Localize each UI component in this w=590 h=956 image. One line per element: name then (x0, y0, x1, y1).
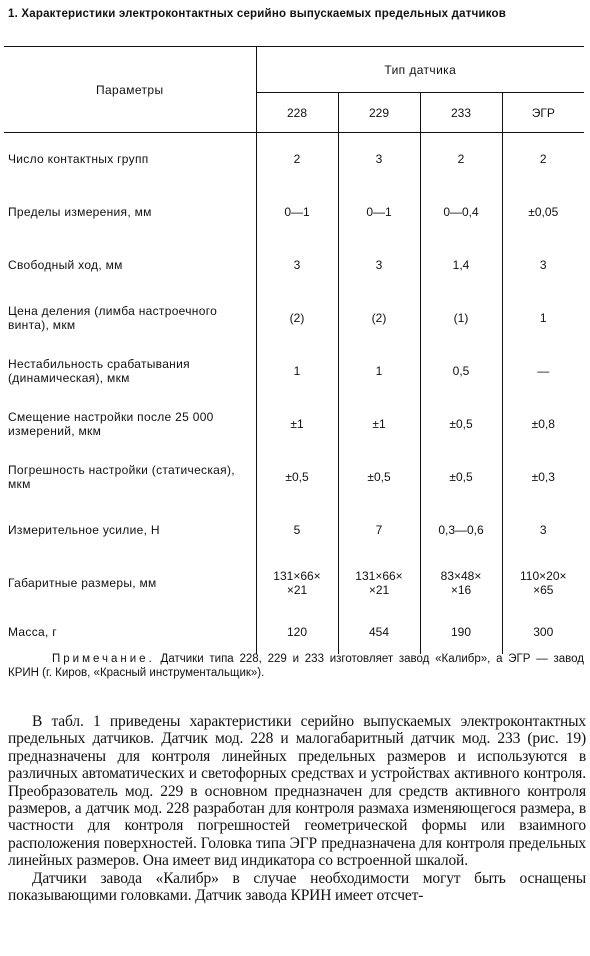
value-cell: 2 (256, 133, 338, 186)
value-cell: 3 (338, 133, 420, 186)
table-caption: 1. Характеристики электроконтактных серийно выпускаемых предельных датчиков (8, 8, 507, 20)
value-cell: ±0,5 (338, 451, 420, 504)
param-cell: Погрешность настройки (статическая), мкм (8, 463, 235, 491)
value-cell: 3 (256, 239, 338, 292)
value-cell: ±0,05 (502, 186, 584, 239)
value-cell: 2 (420, 133, 502, 186)
value-cell: 2 (502, 133, 584, 186)
value-cell: 1 (256, 345, 338, 398)
value-cell: 7 (338, 504, 420, 557)
table-note (8, 652, 584, 680)
paragraph: В табл. 1 приведены характеристики серийно выпускаемых электроконтактных предельных датчиков. Датчик мод. 228 и малогабаритный датчик мод. 233 (рис. 19) предназначены для контроля линейных предельных размеров и используются в различных автоматических и светофорных средствах и устройствах активного контроля. Преобразователь мод. 229 в основном предназначен для средств активного контроля размеров, а датчик мод. 228 разработан для контроля размаха изменяющегося размера, в частности для контроля погрешностей геометрической формы или взаимного расположения поверхностей. Головка типа ЭГР предназначена для контроля предельных линейных размеров. Она имеет вид индикатора со встроенной шкалой. (8, 713, 586, 870)
param-cell: Цена деления (лимба настроечного винта), мкм (8, 304, 218, 332)
value-cell: ±0,5 (420, 398, 502, 451)
value-cell: ±0,8 (502, 398, 584, 451)
paragraph: Датчики завода «Калибр» в случае необходимости могут быть оснащены показывающими головками. Датчик завода КРИН имеет отсчет- (8, 869, 586, 905)
param-cell: Свободный ход, мм (8, 258, 123, 272)
value-cell: 190 (420, 610, 502, 654)
value-cell: 0—1 (256, 186, 338, 239)
value-cell: 3 (338, 239, 420, 292)
param-column-header: Параметры (4, 47, 256, 133)
note-text: Датчики типа 228, 229 и 233 изготовляет завод «Калибр», а ЭГР — завод КРИН (г. Киров, «Красный инструментальщик»). (8, 653, 584, 679)
value-cell: 3 (502, 239, 584, 292)
value-cell: 0,5 (420, 345, 502, 398)
value-cell: — (502, 345, 584, 398)
param-cell: Пределы измерения, мм (8, 205, 152, 219)
specs-table-body (4, 133, 584, 654)
note-label: Примечание. (52, 653, 155, 665)
value-cell: ±1 (256, 398, 338, 451)
table-row (4, 557, 584, 610)
param-cell: Габаритные размеры, мм (8, 576, 157, 590)
table-row (4, 239, 584, 292)
table-row (4, 186, 584, 239)
value-cell: ±0,3 (502, 451, 584, 504)
param-cell: Нестабильность срабатывания (динамическая), мкм (8, 357, 190, 385)
value-cell: (1) (420, 292, 502, 345)
type-header-cell: 233 (420, 93, 502, 133)
value-cell: 3 (502, 504, 584, 557)
value-cell: 110×20× ×65 (502, 557, 584, 610)
body-text (8, 713, 586, 904)
value-cell: 5 (256, 504, 338, 557)
value-cell: 454 (338, 610, 420, 654)
table-row (4, 610, 584, 654)
param-cell: Масса, г (8, 624, 57, 639)
value-cell: ±0,5 (256, 451, 338, 504)
value-cell: 120 (256, 610, 338, 654)
value-cell: 300 (502, 610, 584, 654)
value-cell: 0—0,4 (420, 186, 502, 239)
value-cell: 131×66× ×21 (256, 557, 338, 610)
value-cell: 83×48× ×16 (420, 557, 502, 610)
table-row (4, 133, 584, 186)
table-row (4, 451, 584, 504)
table-row (4, 504, 584, 557)
specs-table (4, 46, 584, 654)
type-column-header: Тип датчика (256, 47, 584, 93)
table-row (4, 345, 584, 398)
value-cell: ±1 (338, 398, 420, 451)
value-cell: 0—1 (338, 186, 420, 239)
param-cell: Измерительное усилие, Н (8, 523, 160, 537)
value-cell: (2) (338, 292, 420, 345)
value-cell: 0,3—0,6 (420, 504, 502, 557)
table-row (4, 398, 584, 451)
value-cell: 131×66× ×21 (338, 557, 420, 610)
param-cell: Число контактных групп (8, 152, 149, 167)
value-cell: (2) (256, 292, 338, 345)
table-row (4, 292, 584, 345)
value-cell: 1,4 (420, 239, 502, 292)
type-header-cell: ЭГР (502, 93, 584, 133)
type-header-cell: 228 (256, 93, 338, 133)
param-cell: Смещение настройки после 25 000 измерений, мкм (8, 410, 214, 438)
value-cell: ±0,5 (420, 451, 502, 504)
type-header-cell: 229 (338, 93, 420, 133)
specs-table-container (4, 46, 584, 654)
value-cell: 1 (502, 292, 584, 345)
value-cell: 1 (338, 345, 420, 398)
